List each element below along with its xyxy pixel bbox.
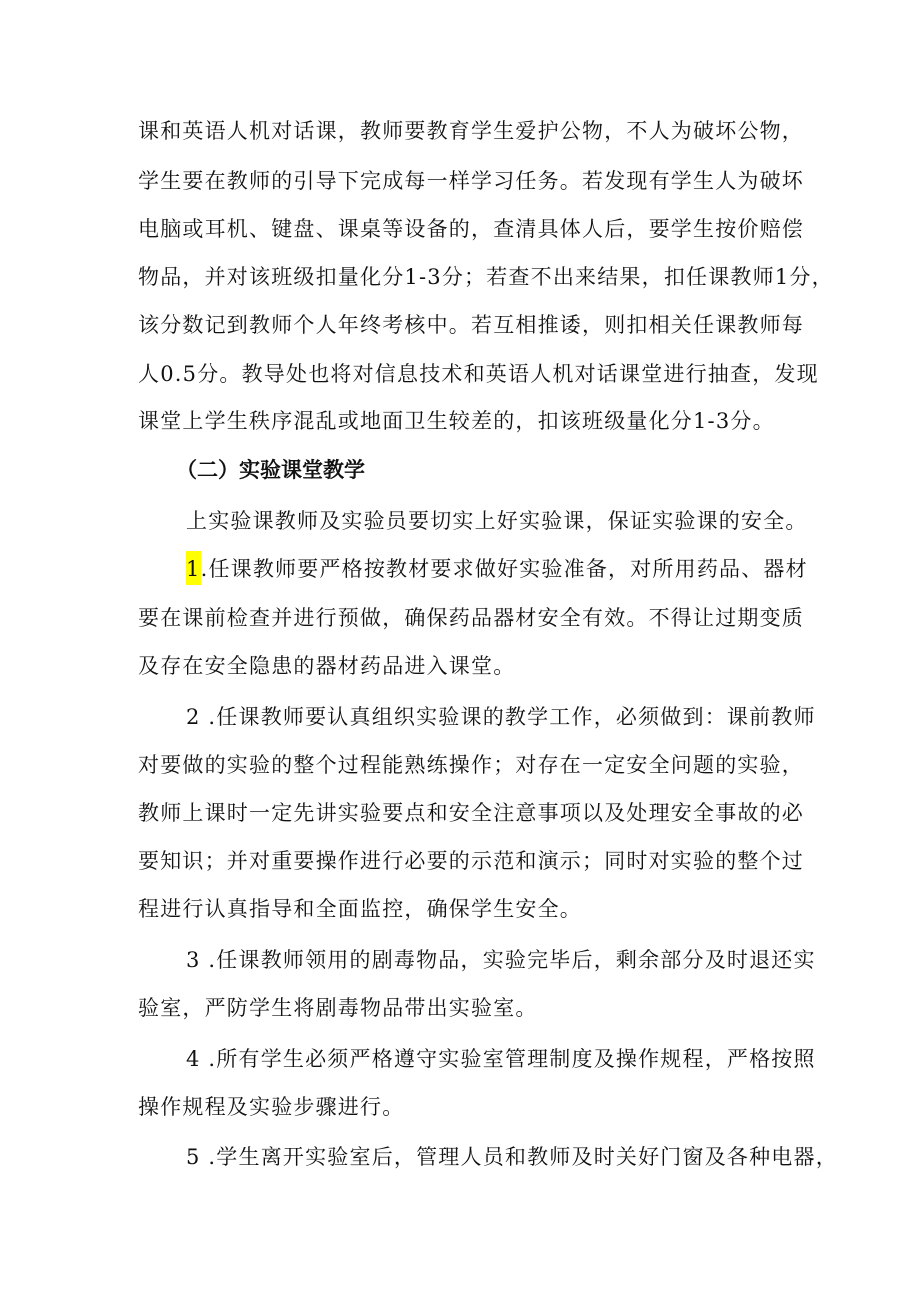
text-line: 人0.5分。教导处也将对信息技术和英语人机对话课堂进行抽查，发现 [138, 362, 819, 386]
text-line: 该分数记到教师个人年终考核中。若互相推诿，则扣相关任课教师每 [138, 313, 804, 337]
text-line: 物品，并对该班级扣量化分1-3分；若查不出来结果，扣任课教师1分， [138, 265, 834, 289]
list-item-5: 5 .学生离开实验室后，管理人员和教师及时关好门窗及各种电器， [186, 1145, 838, 1169]
text-line: 操作规程及实验步骤进行。 [138, 1095, 405, 1119]
list-item-4: 4 .所有学生必须严格遵守实验室管理制度及操作规程，严格按照 [186, 1047, 816, 1071]
intro-paragraph: 上实验课教师及实验员要切实上好实验课，保证实验课的安全。 [186, 509, 808, 533]
text-line: 要在课前检查并进行预做，确保药品器材安全有效。不得让过期变质 [138, 606, 804, 630]
text-line: 教师上课时一定先讲实验要点和安全注意事项以及处理安全事故的必 [138, 801, 804, 825]
text-line: 对要做的实验的整个过程能熟练操作；对存在一定安全问题的实验， [138, 753, 804, 777]
text-line: 学生要在教师的引导下完成每一样学习任务。若发现有学生人为破坏 [138, 169, 804, 193]
text-line: 验室，严防学生将剧毒物品带出实验室。 [138, 996, 538, 1020]
section-heading: （二）实验课堂教学 [176, 458, 365, 482]
text-line: 课和英语人机对话课，教师要教育学生爱护公物，不人为破坏公物， [138, 119, 804, 143]
text-line: 程进行认真指导和全面监控，确保学生安全。 [138, 897, 582, 921]
text-line: .任课教师要严格按教材要求做好实验准备，对所用药品、器材 [200, 557, 808, 581]
list-item-2: 2 .任课教师要认真组织实验课的教学工作，必须做到：课前教师 [186, 705, 816, 729]
list-item-1 [186, 554, 808, 584]
text-line: 要知识；并对重要操作进行必要的示范和演示；同时对实验的整个过 [138, 849, 804, 873]
text-line: 课堂上学生秩序混乱或地面卫生较差的，扣该班级量化分1-3分。 [138, 409, 775, 433]
text-line: 电脑或耳机、键盘、课桌等设备的，查清具体人后，要学生按价赔偿 [138, 217, 804, 241]
text-line: 及存在安全隐患的器材药品进入课堂。 [138, 654, 516, 678]
highlighted-number: 1 [186, 551, 201, 585]
list-item-3: 3 .任课教师领用的剧毒物品，实验完毕后，剩余部分及时退还实 [186, 948, 816, 972]
